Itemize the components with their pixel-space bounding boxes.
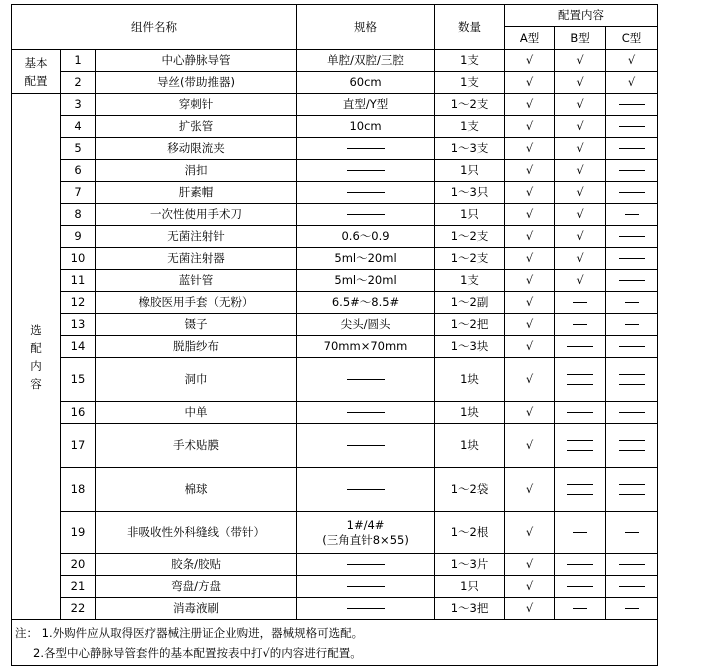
type-a-cell: √ (505, 182, 555, 204)
table-row (12, 50, 658, 72)
dash-mark (573, 532, 587, 533)
component-name: 胶条/胶贴 (96, 554, 297, 576)
type-a-cell: √ (505, 226, 555, 248)
table-row (12, 270, 658, 292)
spec-line-2: (三角直针8×55) (322, 532, 409, 547)
component-name: 无菌注射器 (96, 248, 297, 270)
component-spec (297, 138, 435, 160)
component-name: 弯盘/方盘 (96, 576, 297, 598)
header-type-b: B型 (555, 27, 606, 50)
row-number: 7 (61, 182, 96, 204)
type-c-cell (606, 336, 658, 358)
type-c-cell (606, 554, 658, 576)
type-b-cell (555, 292, 606, 314)
type-c-cell: √ (606, 50, 658, 72)
component-name: 脱脂纱布 (96, 336, 297, 358)
component-name: 肝素帽 (96, 182, 297, 204)
type-c-cell (606, 226, 658, 248)
component-name: 涓扣 (96, 160, 297, 182)
dash-mark (347, 608, 385, 609)
component-qty: 1～2支 (435, 94, 505, 116)
component-name: 无菌注射针 (96, 226, 297, 248)
type-b-cell (555, 554, 606, 576)
row-number: 10 (61, 248, 96, 270)
component-name: 棉球 (96, 468, 297, 512)
type-c-cell (606, 424, 658, 468)
dash-mark (625, 324, 639, 325)
type-b-cell (555, 358, 606, 402)
component-qty: 1～3只 (435, 182, 505, 204)
dash-mark (567, 412, 593, 413)
component-qty: 1只 (435, 576, 505, 598)
type-c-cell (606, 292, 658, 314)
dash-mark (347, 192, 385, 193)
table-row (12, 226, 658, 248)
dash-mark (347, 214, 385, 215)
component-name: 中单 (96, 402, 297, 424)
type-b-cell: √ (555, 248, 606, 270)
row-number: 15 (61, 358, 96, 402)
dash-mark (567, 374, 593, 375)
table-row (12, 402, 658, 424)
group-optional-char: 内 (30, 358, 42, 373)
component-name: 蓝针管 (96, 270, 297, 292)
row-number: 19 (61, 512, 96, 554)
row-number: 20 (61, 554, 96, 576)
table-row (12, 160, 658, 182)
dash-mark (619, 494, 645, 495)
note-line-2: 2.各型中心静脉导管套件的基本配置按表中打√的内容进行配置。 (33, 645, 362, 660)
type-c-cell (606, 402, 658, 424)
component-spec: 0.6～0.9 (297, 226, 435, 248)
table-row (12, 182, 658, 204)
dash-mark (567, 450, 593, 451)
dash-mark (567, 586, 593, 587)
dash-mark (619, 440, 645, 441)
table-row (12, 94, 658, 116)
group-optional-char: 配 (30, 340, 42, 355)
row-number: 4 (61, 116, 96, 138)
table-row (12, 512, 658, 554)
component-qty: 1～3块 (435, 336, 505, 358)
type-b-cell (555, 468, 606, 512)
dash-mark (619, 346, 645, 347)
component-qty: 1块 (435, 424, 505, 468)
table-row (12, 598, 658, 620)
component-name: 扩张管 (96, 116, 297, 138)
dash-mark (567, 440, 593, 441)
component-spec (297, 358, 435, 402)
type-a-cell: √ (505, 50, 555, 72)
type-c-cell (606, 314, 658, 336)
component-spec: 直型/Y型 (297, 94, 435, 116)
table-row (12, 576, 658, 598)
row-number: 22 (61, 598, 96, 620)
component-name: 橡胶医用手套（无粉） (96, 292, 297, 314)
type-a-cell: √ (505, 336, 555, 358)
type-a-cell: √ (505, 598, 555, 620)
component-name: 穿刺针 (96, 94, 297, 116)
type-b-cell (555, 424, 606, 468)
component-name: 非吸收性外科缝线（带针） (96, 512, 297, 554)
type-c-cell (606, 270, 658, 292)
component-qty: 1块 (435, 402, 505, 424)
dash-mark (347, 170, 385, 171)
dash-mark (619, 280, 645, 281)
group-basic-line: 配置 (24, 73, 48, 88)
component-spec (297, 160, 435, 182)
header-spec: 规格 (297, 5, 435, 50)
type-c-cell (606, 512, 658, 554)
type-a-cell: √ (505, 512, 555, 554)
type-a-cell: √ (505, 160, 555, 182)
table-row (12, 204, 658, 226)
row-number: 12 (61, 292, 96, 314)
table-row (12, 424, 658, 468)
row-number: 3 (61, 94, 96, 116)
header-component-name: 组件名称 (12, 5, 297, 50)
component-spec: 70mm×70mm (297, 336, 435, 358)
row-number: 18 (61, 468, 96, 512)
type-a-cell: √ (505, 94, 555, 116)
component-spec: 60cm (297, 72, 435, 94)
dash-mark (347, 412, 385, 413)
type-b-cell: √ (555, 226, 606, 248)
row-number: 14 (61, 336, 96, 358)
type-c-cell (606, 94, 658, 116)
type-a-cell: √ (505, 314, 555, 336)
component-qty: 1支 (435, 72, 505, 94)
dash-mark (567, 564, 593, 565)
type-a-cell: √ (505, 138, 555, 160)
component-qty: 1块 (435, 358, 505, 402)
header-qty: 数量 (435, 5, 505, 50)
type-b-cell: √ (555, 160, 606, 182)
group-optional-char: 容 (30, 376, 42, 391)
type-c-cell (606, 576, 658, 598)
dash-mark (347, 586, 385, 587)
type-a-cell: √ (505, 554, 555, 576)
table-row (12, 248, 658, 270)
dash-mark (619, 236, 645, 237)
type-b-cell (555, 576, 606, 598)
component-spec (297, 576, 435, 598)
type-c-cell (606, 598, 658, 620)
type-c-cell (606, 468, 658, 512)
dash-mark (625, 302, 639, 303)
component-qty: 1～2根 (435, 512, 505, 554)
component-name: 导丝(带助推器) (96, 72, 297, 94)
type-b-cell: √ (555, 182, 606, 204)
group-optional (12, 94, 61, 620)
component-qty: 1～2把 (435, 314, 505, 336)
row-number: 6 (61, 160, 96, 182)
row-number: 16 (61, 402, 96, 424)
table-row (12, 468, 658, 512)
table-row (12, 554, 658, 576)
component-name: 洞巾 (96, 358, 297, 402)
dash-mark (619, 126, 645, 127)
dash-mark (347, 148, 385, 149)
component-spec (297, 204, 435, 226)
component-qty: 1只 (435, 160, 505, 182)
component-name: 镊子 (96, 314, 297, 336)
dash-mark (619, 412, 645, 413)
component-qty: 1～3片 (435, 554, 505, 576)
table-row (12, 358, 658, 402)
type-c-cell (606, 248, 658, 270)
spec-line-1: 1#/4# (346, 517, 385, 532)
component-name: 移动限流夹 (96, 138, 297, 160)
dash-mark (619, 258, 645, 259)
note-line-1: 注： 1.外购件应从取得医疗器械注册证企业购进，器械规格可选配。 (15, 625, 364, 640)
type-b-cell: √ (555, 94, 606, 116)
header-type-c: C型 (606, 27, 658, 50)
component-spec: 5ml～20ml (297, 270, 435, 292)
type-a-cell: √ (505, 248, 555, 270)
row-number: 17 (61, 424, 96, 468)
type-b-cell: √ (555, 50, 606, 72)
component-qty: 1支 (435, 116, 505, 138)
type-b-cell (555, 402, 606, 424)
row-number: 11 (61, 270, 96, 292)
component-config-table (11, 4, 658, 666)
type-a-cell: √ (505, 204, 555, 226)
type-c-cell (606, 138, 658, 160)
dash-mark (619, 374, 645, 375)
type-b-cell: √ (555, 72, 606, 94)
dash-mark (567, 484, 593, 485)
dash-mark (625, 532, 639, 533)
type-b-cell: √ (555, 270, 606, 292)
type-a-cell: √ (505, 576, 555, 598)
component-qty: 1支 (435, 50, 505, 72)
row-number: 5 (61, 138, 96, 160)
dash-mark (619, 104, 645, 105)
component-spec (297, 182, 435, 204)
table-row (12, 314, 658, 336)
dash-mark (347, 445, 385, 446)
component-spec: 6.5#～8.5# (297, 292, 435, 314)
component-qty: 1只 (435, 204, 505, 226)
dash-mark (567, 346, 593, 347)
dash-mark (625, 214, 639, 215)
dash-mark (619, 564, 645, 565)
dash-mark (619, 484, 645, 485)
component-spec: 尖头/圆头 (297, 314, 435, 336)
type-a-cell: √ (505, 402, 555, 424)
component-spec: 单腔/双腔/三腔 (297, 50, 435, 72)
table-row (12, 138, 658, 160)
table-notes (12, 620, 658, 666)
dash-mark (573, 608, 587, 609)
component-name: 中心静脉导管 (96, 50, 297, 72)
table-row (12, 336, 658, 358)
component-qty: 1支 (435, 270, 505, 292)
row-number: 8 (61, 204, 96, 226)
component-spec (297, 424, 435, 468)
component-qty: 1～3支 (435, 138, 505, 160)
type-c-cell (606, 116, 658, 138)
type-a-cell: √ (505, 292, 555, 314)
type-c-cell (606, 204, 658, 226)
type-a-cell: √ (505, 116, 555, 138)
component-qty: 1～2支 (435, 248, 505, 270)
type-b-cell: √ (555, 204, 606, 226)
type-c-cell (606, 182, 658, 204)
type-a-cell: √ (505, 424, 555, 468)
type-b-cell: √ (555, 138, 606, 160)
component-spec (297, 554, 435, 576)
header-type-a: A型 (505, 27, 555, 50)
group-basic-line: 基本 (24, 55, 48, 70)
dash-mark (619, 586, 645, 587)
row-number: 2 (61, 72, 96, 94)
type-a-cell: √ (505, 72, 555, 94)
dash-mark (347, 489, 385, 490)
dash-mark (625, 608, 639, 609)
component-spec (297, 512, 435, 554)
type-b-cell (555, 314, 606, 336)
type-c-cell: √ (606, 72, 658, 94)
type-b-cell (555, 512, 606, 554)
type-a-cell: √ (505, 270, 555, 292)
type-b-cell: √ (555, 116, 606, 138)
type-c-cell (606, 358, 658, 402)
dash-mark (567, 494, 593, 495)
dash-mark (567, 384, 593, 385)
type-a-cell: √ (505, 468, 555, 512)
component-qty: 1～3把 (435, 598, 505, 620)
group-basic (12, 50, 61, 94)
component-qty: 1～2袋 (435, 468, 505, 512)
dash-mark (347, 564, 385, 565)
table-row (12, 292, 658, 314)
dash-mark (619, 192, 645, 193)
type-a-cell: √ (505, 358, 555, 402)
table-row (12, 72, 658, 94)
row-number: 9 (61, 226, 96, 248)
dash-mark (619, 384, 645, 385)
dash-mark (573, 324, 587, 325)
component-spec (297, 402, 435, 424)
dash-mark (619, 148, 645, 149)
component-spec: 5ml～20ml (297, 248, 435, 270)
type-b-cell (555, 598, 606, 620)
table-row (12, 116, 658, 138)
group-optional-char: 选 (30, 322, 42, 337)
header-config: 配置内容 (505, 5, 658, 27)
table-body (12, 50, 658, 620)
component-spec (297, 468, 435, 512)
dash-mark (619, 450, 645, 451)
component-name: 手术贴膜 (96, 424, 297, 468)
component-qty: 1～2支 (435, 226, 505, 248)
dash-mark (347, 379, 385, 380)
component-name: 一次性使用手术刀 (96, 204, 297, 226)
row-number: 1 (61, 50, 96, 72)
type-b-cell (555, 336, 606, 358)
component-qty: 1～2副 (435, 292, 505, 314)
dash-mark (573, 302, 587, 303)
component-name: 消毒液刷 (96, 598, 297, 620)
type-c-cell (606, 160, 658, 182)
component-spec: 10cm (297, 116, 435, 138)
dash-mark (619, 170, 645, 171)
component-spec (297, 598, 435, 620)
row-number: 21 (61, 576, 96, 598)
row-number: 13 (61, 314, 96, 336)
